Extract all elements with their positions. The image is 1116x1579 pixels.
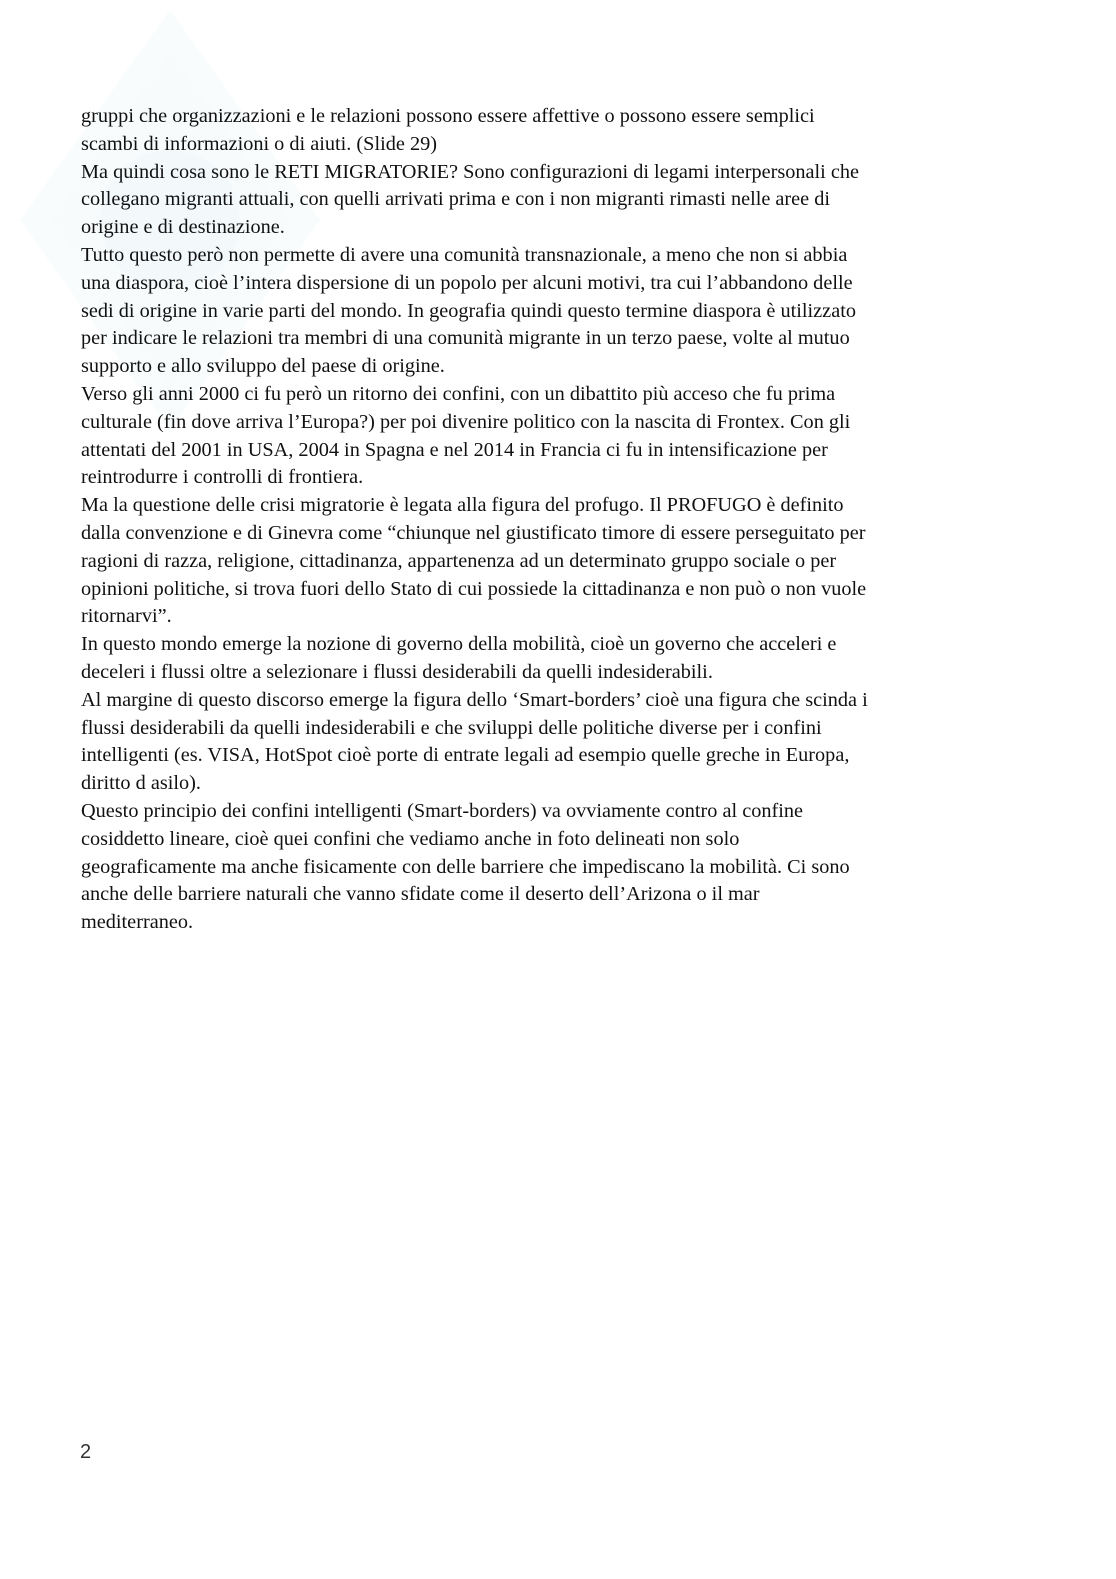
text-line: mediterraneo. <box>81 911 194 934</box>
body-text <box>81 103 1031 937</box>
text-line: supporto e allo sviluppo del paese di origine. <box>81 355 445 378</box>
text-line: Verso gli anni 2000 ci fu però un ritorno dei confini, con un dibattito più acceso che fu prima <box>81 382 836 405</box>
page-number: 2 <box>80 1441 92 1463</box>
text-line: culturale (fin dove arriva l’Europa?) per poi divenire politico con la nascita di Frontex. Con gli <box>81 410 851 433</box>
text-line: anche delle barriere naturali che vanno sfidate come il deserto dell’Arizona o il mar <box>81 883 760 906</box>
text-line: Ma la questione delle crisi migratorie è legata alla figura del profugo. Il PROFUGO è definito <box>81 494 844 517</box>
text-line: flussi desiderabili da quelli indesiderabili e che sviluppi delle politiche diverse per i confini <box>81 716 822 739</box>
text-line: deceleri i flussi oltre a selezionare i flussi desiderabili da quelli indesiderabili. <box>81 660 713 683</box>
text-line: attentati del 2001 in USA, 2004 in Spagna e nel 2014 in Francia ci fu in intensificazione per <box>81 438 828 461</box>
text-line: sedi di origine in varie parti del mondo. In geografia quindi questo termine diaspora è utilizzato <box>81 299 856 322</box>
text-line: dalla convenzione e di Ginevra come “chiunque nel giustificato timore di essere perseguitato per <box>81 521 866 544</box>
text-line: Al margine di questo discorso emerge la figura dello ‘Smart-borders’ cioè una figura che scinda i <box>81 688 868 711</box>
text-line: scambi di informazioni o di aiuti. (Slide 29) <box>81 132 437 155</box>
text-line: Questo principio dei confini intelligenti (Smart-borders) va ovviamente contro al confine <box>81 799 804 822</box>
text-line: Ma quindi cosa sono le RETI MIGRATORIE? Sono configurazioni di legami interpersonali che <box>81 160 860 183</box>
text-line: geograficamente ma anche fisicamente con delle barriere che impediscano la mobilità. Ci sono <box>81 855 850 878</box>
text-line: una diaspora, cioè l’intera dispersione di un popolo per alcuni motivi, tra cui l’abbandono delle <box>81 271 853 294</box>
text-line: per indicare le relazioni tra membri di una comunità migrante in un terzo paese, volte al mutuo <box>81 327 850 350</box>
text-line: diritto d asilo). <box>81 772 201 795</box>
text-line: collegano migranti attuali, con quelli arrivati prima e con i non migranti rimasti nelle aree di <box>81 188 831 211</box>
text-line: In questo mondo emerge la nozione di governo della mobilità, cioè un governo che acceleri e <box>81 633 837 656</box>
text-line: ragioni di razza, religione, cittadinanza, appartenenza ad un determinato gruppo sociale o per <box>81 549 837 572</box>
text-line: origine e di destinazione. <box>81 216 285 239</box>
text-line: intelligenti (es. VISA, HotSpot cioè porte di entrate legali ad esempio quelle greche in Europa, <box>81 744 850 767</box>
text-line: opinioni politiche, si trova fuori dello Stato di cui possiede la cittadinanza e non può o non vuole <box>81 577 867 600</box>
text-line: ritornarvi”. <box>81 605 172 628</box>
text-line: Tutto questo però non permette di avere una comunità transnazionale, a meno che non si abbia <box>81 243 848 266</box>
text-line: cosiddetto lineare, cioè quei confini che vediamo anche in foto delineati non solo <box>81 827 740 850</box>
text-line: gruppi che organizzazioni e le relazioni possono essere affettive o possono essere semplici <box>81 105 815 127</box>
text-line: reintrodurre i controlli di frontiera. <box>81 466 364 489</box>
